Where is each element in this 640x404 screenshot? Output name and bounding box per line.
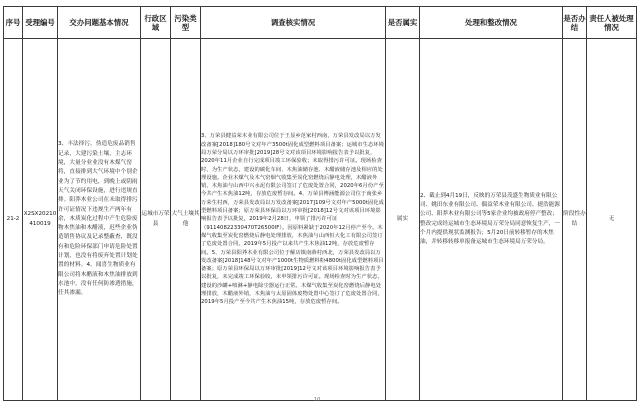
case-table	[3, 6, 637, 401]
cell-accountability: 无	[587, 39, 637, 401]
header-row	[4, 7, 637, 39]
cell-pollution-type: 大气土壤其他	[171, 39, 201, 401]
cell-closed: 阶段性办结	[563, 39, 587, 401]
header-verified: 是否属实	[386, 7, 420, 39]
header-pollution-type: 污染类型	[171, 7, 201, 39]
header-investigation: 调查核实情况	[201, 7, 386, 39]
cell-district: 运城市万荣县	[141, 39, 171, 401]
header-seq: 序号	[4, 7, 23, 39]
page-number: 10	[314, 397, 321, 403]
table-row	[4, 39, 637, 401]
investigation-text: 3、万荣县健益荣木业有限公司位于王显乡范家村西南，万荣县发改局以万发改备案[2018]180号文对年产3500t固化成型燃料项目备案；运城市生态环境局万荣分局以万环审批[2019]28号文对该项目环境影响报告表予以批复，2020年11月企业自行完成项目竣工环保验收；未取得排污许可证。现场检查时，为生产状态，建设的碳化车间、木焦油储存池、木醋液储存池及相应的处理设施。企业木煤气及木气窑烟气收集至炭化窑燃烧后静电处理，木醋液外销，木焦油与山西中兴水泥有限公司签订了危废处置合同，2020年6月份产至今共产生木焦油12吨，存放危废暂存间。4、万荣县博涵能源公司位于南张乡万荣生村西，万荣县发改局以万发改备案[2017]109号文对年产5000t固化成型燃料项目备案；原万荣县环保局以万环审批[2018]12号文对该项目环境影响报告表予以批复，2019年2月28日，申领了排污许可证（91140822330470T26500IF）。因原料紧缺于2020年12月停产至今。木煤气收集至炭化窑燃烧后静电处理排放，木焦油与山西恒大化工有限公司签订了危废处置合同，2019年5月投产以来共产生木焦油12吨，存放危废暂存间。5、万荣县阳莽木业有限公司位于解店镇南薛村西北，万荣县发改局以万发改备案[2018]148号文对年产1000t生物质燃料粉4800t固化成型燃料项目备案；原万荣县环保局以万环审批[2019]12号文对该项目环境影响报告表予以批复，未完成竣工环保验收，未申领排污许可证。现场检查时为生产状态，建设的沙罐+喷淋+静电除尘器运行正常。木煤气收集至炭化窑燃烧后静电处理排放，木醋液外销，木焦油与太原固体废物处置中心签订了危废处置合同，2019年5月投产至今共产生木焦油15吨，存放危废暂存间。	[201, 133, 385, 306]
header-district: 行政区域	[141, 7, 171, 39]
header-case-id: 受理编号	[23, 7, 58, 39]
cell-investigation	[201, 39, 386, 401]
issue-text: 3、丰法择污，伪造危废品销售记录，大建污染土壤，主志环境，大量分业业没有木煤气窑将，直接排到大气环境中个别企业为了节约用电，到晚上或阴雨天气关闭环保设施，进行违规直排。阳莽木业公司在未取得排污许可证情况下违规生产两年有余，木质炭化过程中产生危险废物木焦油和木醋液，迟些企业伪造销售协议及记录整蔽查，既没有和危险环保部门申请危险处置计划，也没有将废弃处置计划处置的材料。4、闻喜生物质业有限公司将木醋液和木焦油排放到水池中，没有任何防渗透措施，任其渗漏。	[58, 141, 138, 297]
header-issue: 交办问题基本情况	[58, 7, 141, 39]
cell-seq: 21-2	[4, 39, 23, 401]
cell-verified: 属实	[386, 39, 420, 401]
header-accountability: 责任人被处理情况	[587, 7, 637, 39]
cell-issue	[58, 39, 141, 401]
cell-rectification	[420, 39, 563, 401]
header-rectification: 处理和整改情况	[420, 7, 563, 39]
cell-case-id: X2SX20210410019	[23, 39, 58, 401]
header-closed: 是否办结	[563, 7, 587, 39]
rectification-text: 2、截止到4月19日，反映的万荣县茂盛生物质业有限公司、姚田东业有限公司、偶益荣木业有限公司、捷浩能源公司、阳莽木业有限公司等5家企业均被政府停产整改；整改完成经运城市生态环境局万荣分局同意恢复生产，一个月内提供现状监测报告；5月20日前转移暂存的木焦油，并转移转移单报备运城市生态环境局万荣分局。	[420, 192, 560, 246]
